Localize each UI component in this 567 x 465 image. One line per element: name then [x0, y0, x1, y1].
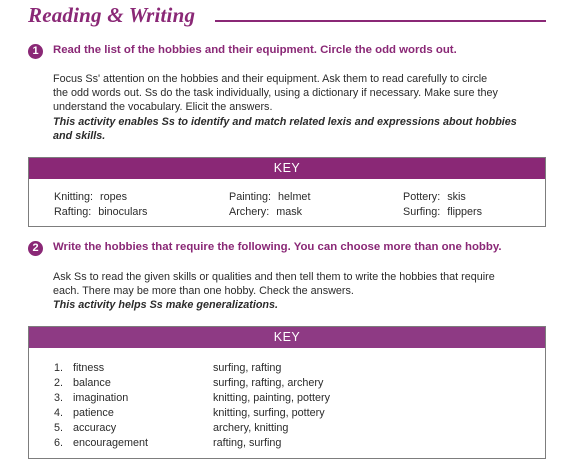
key-hobby: Archery:	[229, 206, 270, 218]
key-row-number: 2.	[54, 377, 64, 389]
section-title: Reading & Writing	[28, 3, 196, 27]
task-instruction: Write the hobbies that require the following. You can choose more than one hobby.	[53, 241, 502, 253]
key-answer: surfing, rafting, archery	[213, 377, 324, 389]
key-hobby: Rafting:	[54, 206, 92, 218]
key-quality: imagination	[73, 392, 129, 404]
key-entry	[229, 191, 310, 203]
key-answer: ropes	[100, 191, 128, 203]
key-row-number: 6.	[54, 437, 64, 449]
key-answer: knitting, painting, pottery	[213, 392, 331, 404]
key-quality: fitness	[73, 362, 105, 374]
key-entry	[229, 206, 302, 218]
key-entry	[54, 191, 127, 203]
key-hobby: Knitting:	[54, 191, 94, 203]
key-answer: mask	[276, 206, 302, 218]
key-row-number: 1.	[54, 362, 64, 374]
task-2-answer-key	[28, 326, 546, 459]
activity-aim: This activity helps Ss make generalizations.	[53, 299, 279, 312]
task-1-teacher-notes	[53, 72, 517, 143]
activity-aim: and skills.	[53, 129, 106, 142]
key-answer: flippers	[447, 206, 483, 218]
key-entry	[403, 206, 482, 218]
key-answer: archery, knitting	[213, 422, 289, 434]
note-line: the odd words out. Ss do the task individually, using a dictionary if necessary. Make sure they	[53, 87, 498, 100]
key-quality: balance	[73, 377, 111, 389]
key-hobby: Pottery:	[403, 191, 441, 203]
activity-aim: This activity enables Ss to identify and match related lexis and expressions about hobbies	[53, 115, 517, 128]
key-answer: helmet	[278, 191, 311, 203]
key-answer: skis	[447, 191, 466, 203]
key-quality: patience	[73, 407, 114, 419]
key-row-number: 4.	[54, 407, 64, 419]
key-title: KEY	[29, 158, 545, 179]
task-instruction: Read the list of the hobbies and their equipment. Circle the odd words out.	[53, 44, 457, 56]
key-answer: knitting, surfing, pottery	[213, 407, 325, 419]
key-quality: encouragement	[73, 437, 149, 449]
note-line: Ask Ss to read the given skills or qualities and then tell them to write the hobbies that require	[53, 271, 495, 283]
key-hobby: Painting:	[229, 191, 272, 203]
task-number-badge: 2	[28, 241, 43, 256]
key-entry	[54, 206, 147, 218]
header-rule	[215, 20, 546, 22]
key-answer: rafting, surfing	[213, 437, 282, 449]
task-number-badge: 1	[28, 44, 43, 59]
key-answer: binoculars	[98, 206, 148, 218]
key-title: KEY	[29, 327, 545, 348]
key-row-number: 3.	[54, 392, 64, 404]
key-answer: surfing, rafting	[213, 362, 282, 374]
key-quality: accuracy	[73, 422, 117, 434]
key-hobby: Surfing:	[403, 206, 441, 218]
note-line: understand the vocabulary. Elicit the answers.	[53, 101, 273, 114]
key-row-number: 5.	[54, 422, 64, 434]
task-1-answer-key	[28, 157, 546, 227]
key-entry	[403, 191, 466, 203]
section-header	[0, 0, 567, 30]
note-line: each. There may be more than one hobby. Check the answers.	[53, 285, 354, 298]
note-line: Focus Ss' attention on the hobbies and their equipment. Ask them to read carefully to circle	[53, 73, 488, 85]
task-2-teacher-notes	[53, 270, 495, 313]
